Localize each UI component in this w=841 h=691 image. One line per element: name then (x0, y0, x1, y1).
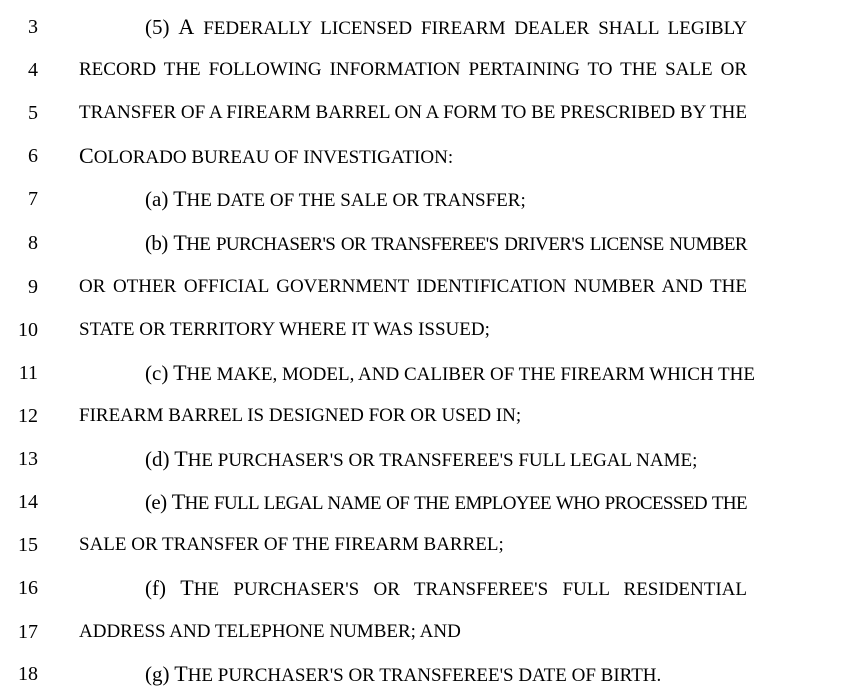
line-number: 17 (18, 621, 38, 643)
small-caps-initial: T (171, 489, 185, 514)
line-text-rest: HE PURCHASER'S OR TRANSFEREE'S FULL RESIDENTIAL (193, 579, 748, 600)
bill-line (0, 228, 841, 258)
bill-line (0, 487, 841, 517)
line-text-rest: FEDERALLY LICENSED FIREARM DEALER SHALL LEGIBLY (194, 18, 747, 39)
bill-line (0, 444, 841, 474)
subsection-marker: (e) (145, 490, 167, 514)
line-number: 9 (28, 276, 38, 298)
line-number: 6 (28, 145, 38, 167)
small-caps-initial: T (174, 661, 188, 686)
line-text-rest: HE PURCHASER'S OR TRANSFEREE'S DRIVER'S LICENSE NUMBER (186, 234, 747, 255)
line-text (145, 659, 747, 691)
bill-line (0, 184, 841, 214)
line-text-rest: HE MAKE, MODEL, AND CALIBER OF THE FIREARM WHICH THE (186, 364, 755, 385)
line-text-rest: HE PURCHASER'S OR TRANSFEREE'S DATE OF BIRTH. (187, 665, 662, 686)
line-text (145, 12, 747, 44)
bill-line (0, 272, 841, 302)
line-text: SALE OR TRANSFER OF THE FIREARM BARREL; (79, 534, 504, 555)
subsection-marker: (c) (145, 361, 169, 385)
line-number: 13 (18, 448, 38, 470)
line-text (79, 141, 747, 173)
line-text (145, 487, 747, 519)
line-text: ADDRESS AND TELEPHONE NUMBER; AND (79, 621, 461, 642)
bill-line (0, 617, 841, 647)
line-number: 7 (28, 188, 38, 210)
line-text-rest: HE PURCHASER'S OR TRANSFEREE'S FULL LEGAL NAME; (187, 450, 698, 471)
bill-line (0, 659, 841, 689)
line-text (145, 184, 747, 216)
subsection-marker: (5) (145, 15, 170, 39)
line-text (145, 573, 747, 605)
line-text: FIREARM BARREL IS DESIGNED FOR OR USED IN; (79, 405, 522, 426)
subsection-marker: (a) (145, 187, 169, 211)
line-text-rest: HE FULL LEGAL NAME OF THE EMPLOYEE WHO PROCESSED THE (184, 493, 747, 514)
subsection-marker: (f) (145, 576, 166, 600)
bill-line (0, 358, 841, 388)
bill-line (0, 530, 841, 560)
line-text: STATE OR TERRITORY WHERE IT WAS ISSUED; (79, 319, 490, 340)
line-number: 11 (18, 362, 38, 384)
subsection-marker: (d) (145, 447, 170, 471)
subsection-marker: (b) (145, 231, 168, 255)
small-caps-initial: T (173, 230, 187, 255)
line-text (145, 358, 755, 390)
line-number: 8 (28, 232, 38, 254)
line-text-rest: OLORADO BUREAU OF INVESTIGATION: (93, 147, 454, 168)
bill-line (0, 98, 841, 128)
small-caps-initial: T (173, 360, 187, 385)
bill-line (0, 401, 841, 431)
subsection-marker: (g) (145, 662, 170, 686)
bill-line (0, 315, 841, 345)
small-caps-initial: T (174, 446, 188, 471)
line-text: OR OTHER OFFICIAL GOVERNMENT IDENTIFICATION NUMBER AND THE (79, 276, 747, 297)
line-number: 5 (28, 102, 38, 124)
line-text (145, 444, 747, 476)
line-text: TRANSFER OF A FIREARM BARREL ON A FORM TO BE PRESCRIBED BY THE (79, 102, 747, 123)
line-text: RECORD THE FOLLOWING INFORMATION PERTAINING TO THE SALE OR (79, 59, 747, 80)
small-caps-initial: T (173, 186, 187, 211)
line-number: 16 (18, 577, 38, 599)
small-caps-initial: A (178, 14, 195, 39)
bill-line (0, 141, 841, 171)
line-number: 14 (18, 491, 38, 513)
bill-line (0, 55, 841, 85)
line-number: 15 (18, 534, 38, 556)
line-text-rest: HE DATE OF THE SALE OR TRANSFER; (186, 190, 526, 211)
small-caps-initial: T (180, 575, 194, 600)
line-number: 10 (18, 319, 38, 341)
line-number: 4 (28, 59, 38, 81)
line-number: 18 (18, 663, 38, 685)
small-caps-initial: C (79, 143, 94, 168)
bill-line (0, 573, 841, 603)
line-number: 12 (18, 405, 38, 427)
bill-line (0, 12, 841, 42)
line-text (145, 228, 747, 260)
line-number: 3 (28, 16, 38, 38)
